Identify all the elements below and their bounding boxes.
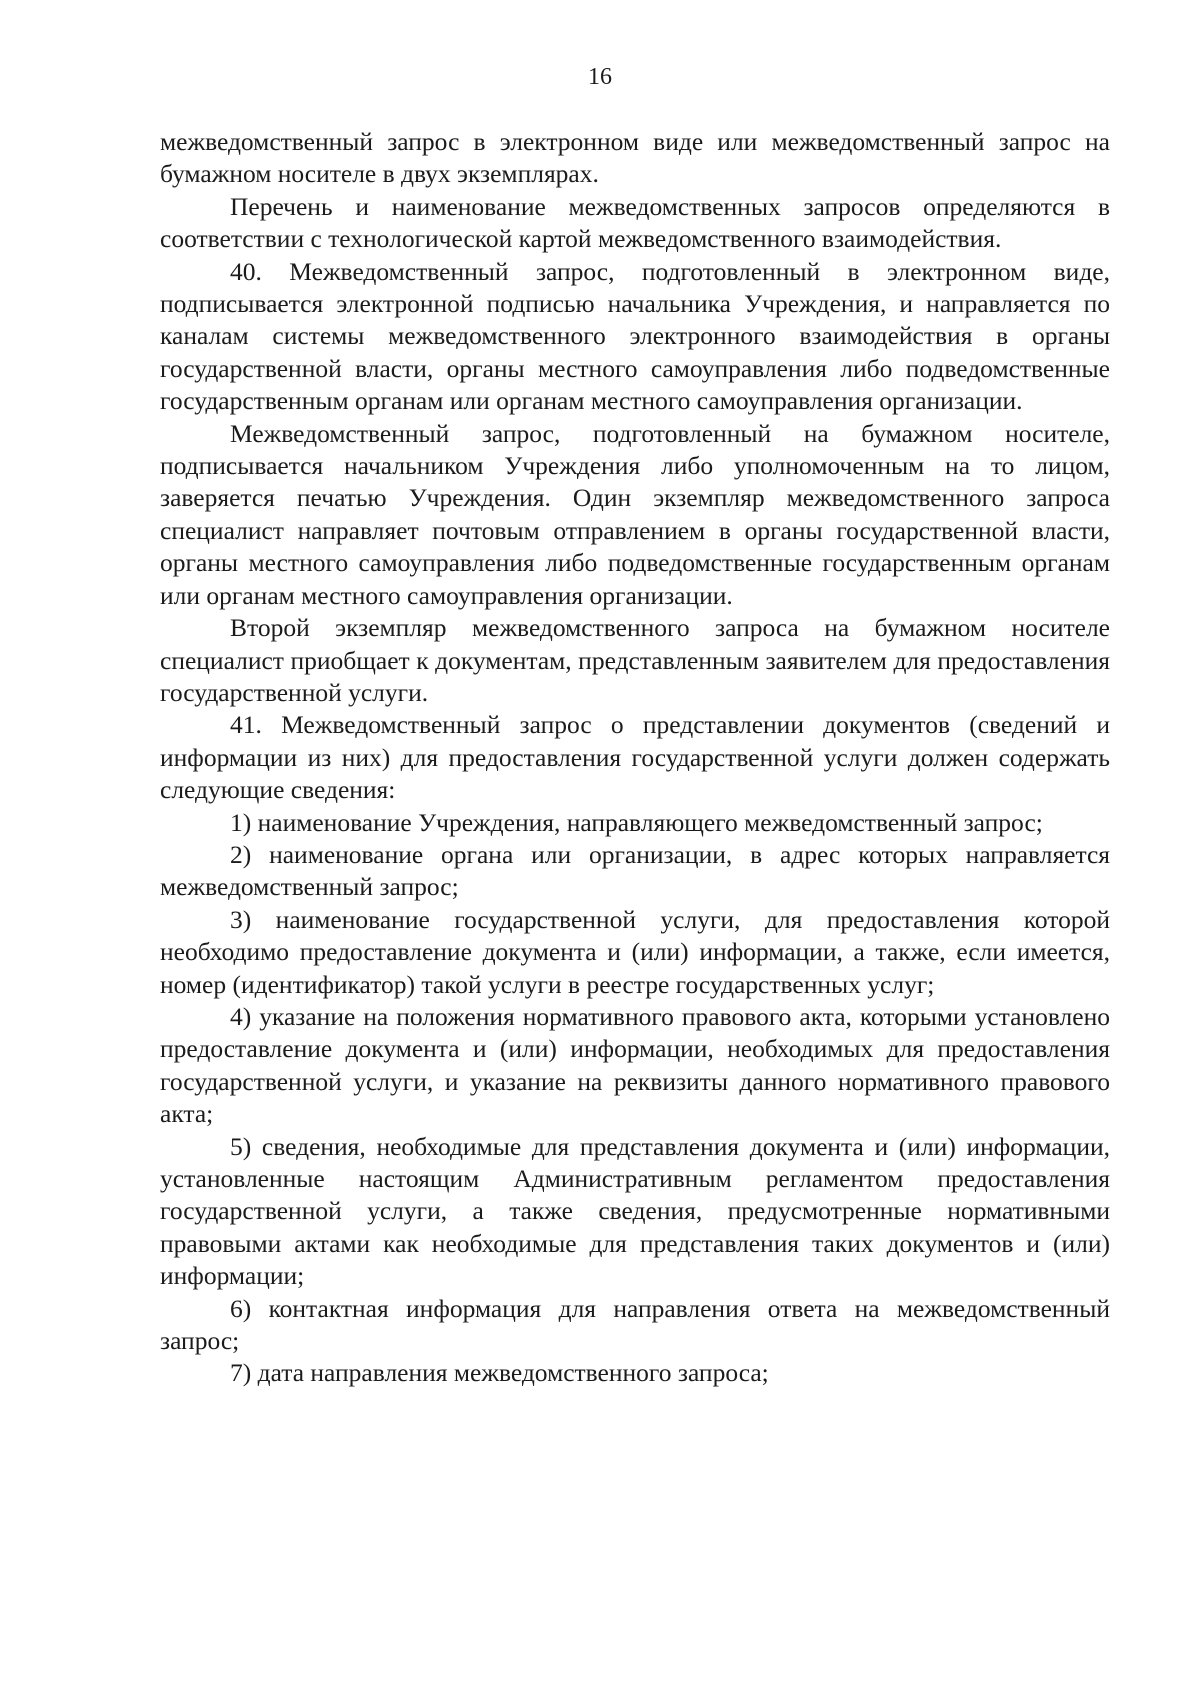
list-item: 1) наименование Учреждения, направляющего межведомственный запрос; [230,807,1043,837]
list-item: 2) наименование органа или организации, в адрес которых направляется межведомственный запрос; [160,839,1110,902]
list-item: 4) указание на положения нормативного правового акта, которыми установлено предоставление документа и (или) информации, необходимых для предоставления государственной услуги, и указание на реквизиты данного нормативного правового акта; [160,1001,1110,1129]
list-item: 7) дата направления межведомственного запроса; [230,1358,769,1388]
paragraph-clause-40: 40. Межведомственный запрос, подготовленный в электронном виде, подписывается электронной подписью начальника Учреждения, и направляется по каналам системы межведомственного электронного взаимодействия в органы государственной власти, органы местного самоуправления либо подведомственные государственным органам или органам местного самоуправления организации. [160,256,1110,416]
paragraph: Межведомственный запрос, подготовленный на бумажном носителе, подписывается начальником Учреждения либо уполномоченным на то лицом, заверяется печатью Учреждения. Один экземпляр межведомственного запроса специалист направляет почтовым отправлением в органы государственной власти, органы местного самоуправления либо подведомственные государственным органам или органам местного самоуправления организации. [160,418,1110,610]
paragraph: Второй экземпляр межведомственного запроса на бумажном носителе специалист приобщает к документам, представленным заявителем для предоставления государственной услуги. [160,613,1110,707]
document-body [160,126,1110,1390]
paragraph: Перечень и наименование межведомственных запросов определяются в соответствии с технологической картой межведомственного взаимодействия. [160,191,1110,254]
paragraph-clause-41: 41. Межведомственный запрос о представлении документов (сведений и информации из них) для предоставления государственной услуги должен содержать следующие сведения: [160,710,1110,805]
page-number: 16 [588,64,612,90]
paragraph-continuation: межведомственный запрос в электронном виде или межведомственный запрос на бумажном носителе в двух экземплярах. [160,127,1110,189]
list-item: 6) контактная информация для направления ответа на межведомственный запрос; [160,1293,1110,1356]
list-item: 5) сведения, необходимые для представления документа и (или) информации, установленные настоящим Административным регламентом предоставления государственной услуги, а также сведения, предусмотренные нормативными правовыми актами как необходимые для представления таких документов и (или) информации; [160,1131,1110,1291]
list-item: 3) наименование государственной услуги, для предоставления которой необходимо предоставление документа и (или) информации, а также, если имеется, номер (идентификатор) такой услуги в реестре государственных услуг; [160,904,1110,999]
